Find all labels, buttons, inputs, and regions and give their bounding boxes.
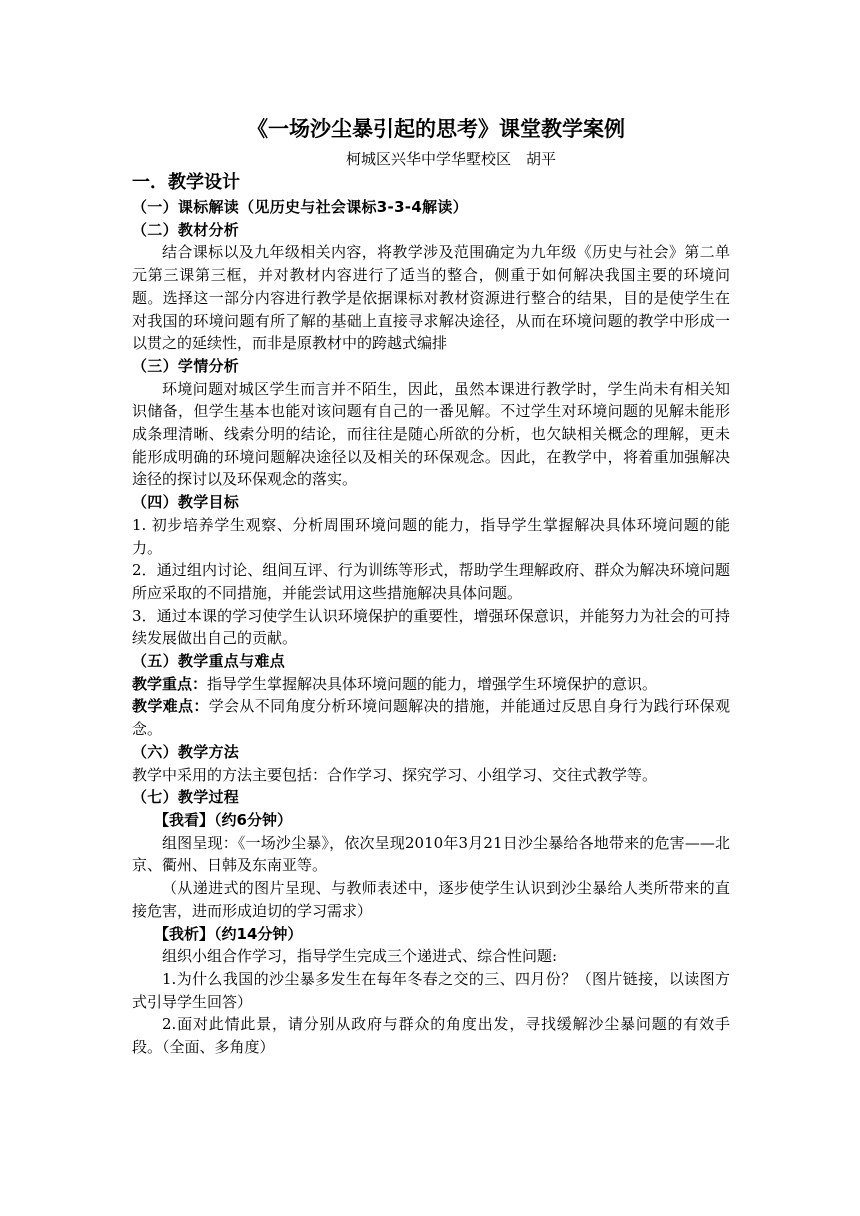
document-body: [132, 114, 730, 1059]
heading-methods: （六）教学方法: [132, 742, 240, 761]
key-point-text: 指导学生掌握解决具体环境问题的能力，增强学生环境保护的意识。: [207, 674, 658, 693]
heading-textbook-analysis: （二）教材分析: [132, 220, 240, 239]
paragraph-student-analysis: 环境问题对城区学生而言并不陌生，因此，虽然本课进行教学时，学生尚未有相关知识储备，但学生基本也能对该问题有自己的一番见解。不过学生对环境问题的见解未能形成条理清晰、线索分明的结论，而往往是随心所欲的分析，也欠缺相关概念的理解，更未能形成明确的环境问题解决途径以及相关的环保观念。因此，在教学中，将着重加强解决途径的探讨以及环保观念的落实。: [132, 379, 730, 489]
paragraph-methods: 教学中采用的方法主要包括：合作学习、探究学习、小组学习、交往式教学等。: [132, 765, 658, 784]
heading-curriculum: （一）课标解读（见历史与社会课标3-3-4解读）: [132, 198, 468, 216]
objective-item: 1. 初步培养学生观察、分析周围环境问题的能力，指导学生掌握解决具体环境问题的能力。: [132, 515, 730, 557]
step-look-paragraph: 组图呈现：《一场沙尘暴》，依次呈现2010年3月21日沙尘暴给各地带来的危害——北京、衢州、日韩及东南亚等。: [132, 833, 730, 875]
step-analyze-paragraph: 组织小组合作学习，指导学生完成三个递进式、综合性问题:: [162, 947, 558, 966]
paragraph-textbook-analysis: 结合课标以及九年级相关内容，将教学涉及范围确定为九年级《历史与社会》第二单元第三课第三框，并对教材内容进行了适当的整合，侧重于如何解决我国主要的环境问题。选择这一部分内容进行教学是依据课标对教材资源进行整合的结果，目的是使学生在对我国的环境问题有所了解的基础上直接寻求解决途径，从而在环境问题的教学中形成一以贯之的延续性，而非是原教材中的跨越式编排: [132, 243, 730, 353]
step-look-note: （从递进式的图片呈现、与教师表述中，逐步使学生认识到沙尘暴给人类所带来的直接危害，进而形成迫切的学习需求）: [132, 879, 730, 920]
step-heading-analyze: 【我析】（约14分钟）: [154, 924, 303, 943]
objective-item: 3．通过本课的学习使学生认识环境保护的重要性，增强环保意识，并能努力为社会的可持续发展做出自己的贡献。: [132, 606, 730, 648]
key-point-paragraph: [132, 673, 730, 696]
step-analyze-question: 2.面对此情此景，请分别从政府与群众的角度出发，寻找缓解沙尘暴问题的有效手段。（全面、多角度）: [132, 1015, 730, 1057]
heading-key-points: （五）教学重点与难点: [132, 652, 286, 671]
heading-student-analysis: （三）学情分析: [132, 356, 240, 375]
heading-process: （七）教学过程: [132, 788, 240, 807]
section-heading-design: 一．教学设计: [132, 172, 240, 193]
heading-objectives: （四）教学目标: [132, 493, 240, 512]
step-heading-look: 【我看】（约6分钟）: [154, 810, 292, 829]
document-author: 柯城区兴华中学华墅校区 胡平: [345, 150, 556, 168]
difficulty-paragraph: [132, 695, 730, 740]
difficulty-text: 学会从不同角度分析环境问题解决的措施，并能通过反思自身行为践行环保观念。: [132, 697, 730, 739]
difficulty-label: 教学难点：: [132, 697, 209, 716]
step-analyze-question: 1.为什么我国的沙尘暴多发生在每年冬春之交的三、四月份？（图片链接，以读图方式引导学生回答）: [132, 969, 730, 1011]
objective-item: 2．通过组内讨论、组间互评、行为训练等形式，帮助学生理解政府、群众为解决环境问题所应采取的不同措施，并能尝试用这些措施解决具体问题。: [132, 561, 730, 602]
document-title: 《一场沙尘暴引起的思考》课堂教学案例: [247, 117, 625, 141]
key-point-label: 教学重点：: [132, 674, 208, 693]
